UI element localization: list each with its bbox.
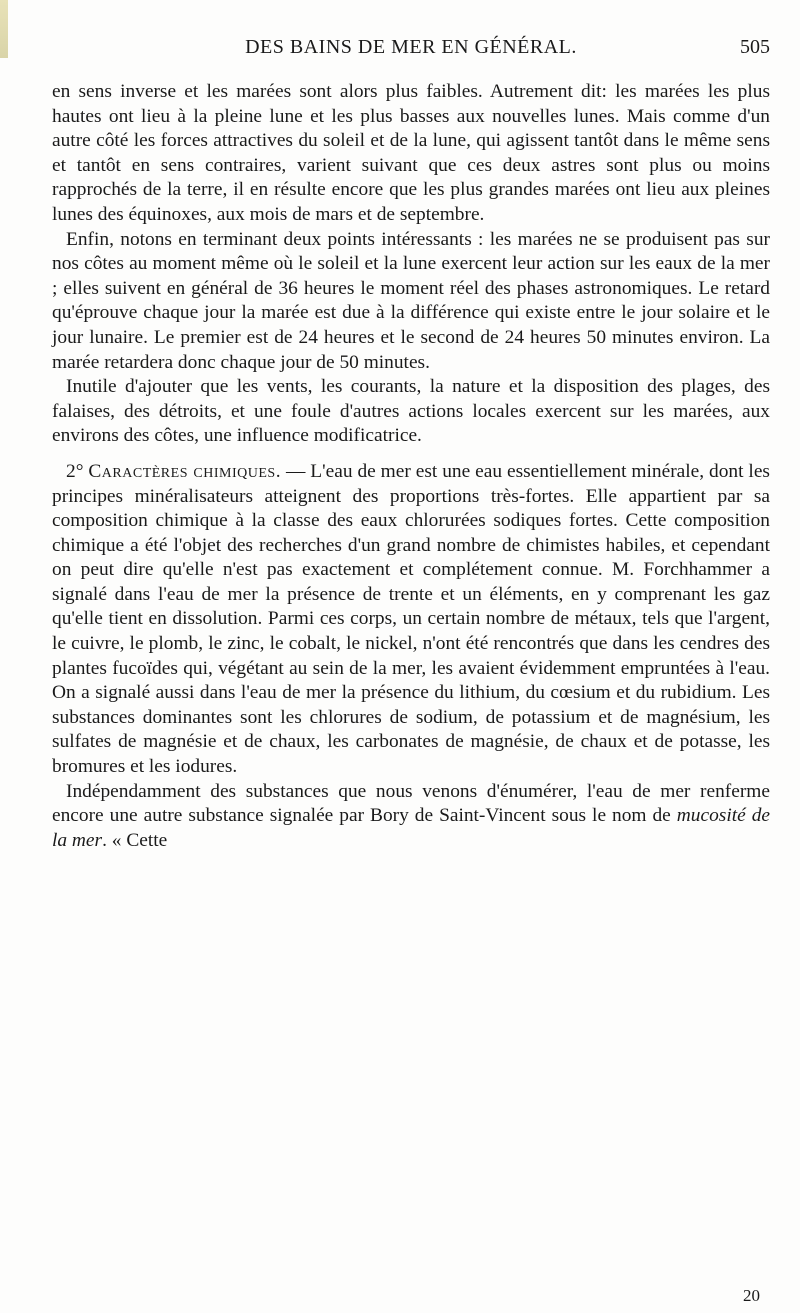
mucosity-text-before: Indépendamment des substances que nous venons d'énumérer, l'eau de mer renferme encore une autre substance signalée par Bory de Saint-Vincent sous le nom de: [52, 780, 770, 827]
section-number: 2°: [66, 460, 89, 482]
paragraph-tides-delay: Enfin, notons en terminant deux points intéressants : les marées ne se produisent pas sur nos côtes au moment même où le soleil et la lune exercent leur action sur les eaux de la mer ; elles suivent en général de 36 heures le moment réel des phases astronomiques. Le retard qu'éprouve chaque jour la marée est due à la différence qui existe entre le jour solaire et le jour lunaire. Le premier est de 24 heures et le second de 24 heures 50 minutes environ. La marée retardera donc chaque jour de 50 minutes.: [52, 228, 770, 373]
signature-mark: 20: [743, 1286, 760, 1305]
section-heading: Caractères chimiques.: [88, 460, 282, 482]
mucosity-text-after: . « Cette: [102, 829, 168, 851]
paragraph-tides-inverse: en sens inverse et les marées sont alors plus faibles. Autrement dit: les marées les plus hautes ont lieu à la pleine lune et les plus basses aux nouvelles lunes. Mais comme d'un autre côté les forces attractives du soleil et de la lune, qui agissent tantôt dans le même sens et tantôt en sens contraires, varient suivant que ces deux astres sont plus ou moins rapprochés de la terre, il en résulte encore que les plus grandes marées ont lieu aux pleines lunes des équinoxes, aux mois de mars et de septembre.: [52, 81, 770, 225]
section-text: — L'eau de mer est une eau essentiellement minérale, dont les principes minéralisateurs atteignent des proportions très-fortes. Elle appartient par sa composition chimique à la classe des eaux chlorurées sodiques fortes. Cette composition chimique a été l'objet des recherches d'un grand nombre de chimistes habiles, et cependant on peut dire qu'elle n'est pas exactement et complétement connue. M. Forchhammer a signalé dans l'eau de mer la présence de trente et un éléments, en y comprenant les gaz qu'elle tient en dissolution. Parmi ces corps, un certain nombre de métaux, tels que l'argent, le cuivre, le plomb, le zinc, le cobalt, le nickel, n'ont été rencontrés que dans les cendres des plantes fucoïdes qui, végétant au sein de la mer, les avaient évidemment empruntées à l'eau. On a signalé aussi dans l'eau de mer la présence du lithium, du cœsium et du rubidium. Les substances dominantes sont les chlorures de sodium, de potassium et de magnésium, les sulfates de magnésie et de chaux, les carbonates de magnésie, de chaux et de potasse, les bromures et les iodures.: [52, 460, 770, 778]
running-title: DES BAINS DE MER EN GÉNÉRAL.: [245, 36, 577, 58]
page-edge-tab: [0, 0, 8, 58]
paragraph-local-influences: Inutile d'ajouter que les vents, les courants, la nature et la disposition des plages, des falaises, des détroits, et une foule d'autres actions locales exercent sur les marées, aux environs des côtes, une influence modificatrice.: [52, 376, 770, 447]
paragraph-chemical-characteristics: [52, 460, 770, 780]
mucosity-term: mucosité de la mer: [52, 805, 770, 851]
paragraph-mucosity: [52, 780, 770, 854]
running-header: [52, 36, 770, 66]
page-number: 505: [740, 36, 770, 58]
body-text: [52, 80, 770, 853]
